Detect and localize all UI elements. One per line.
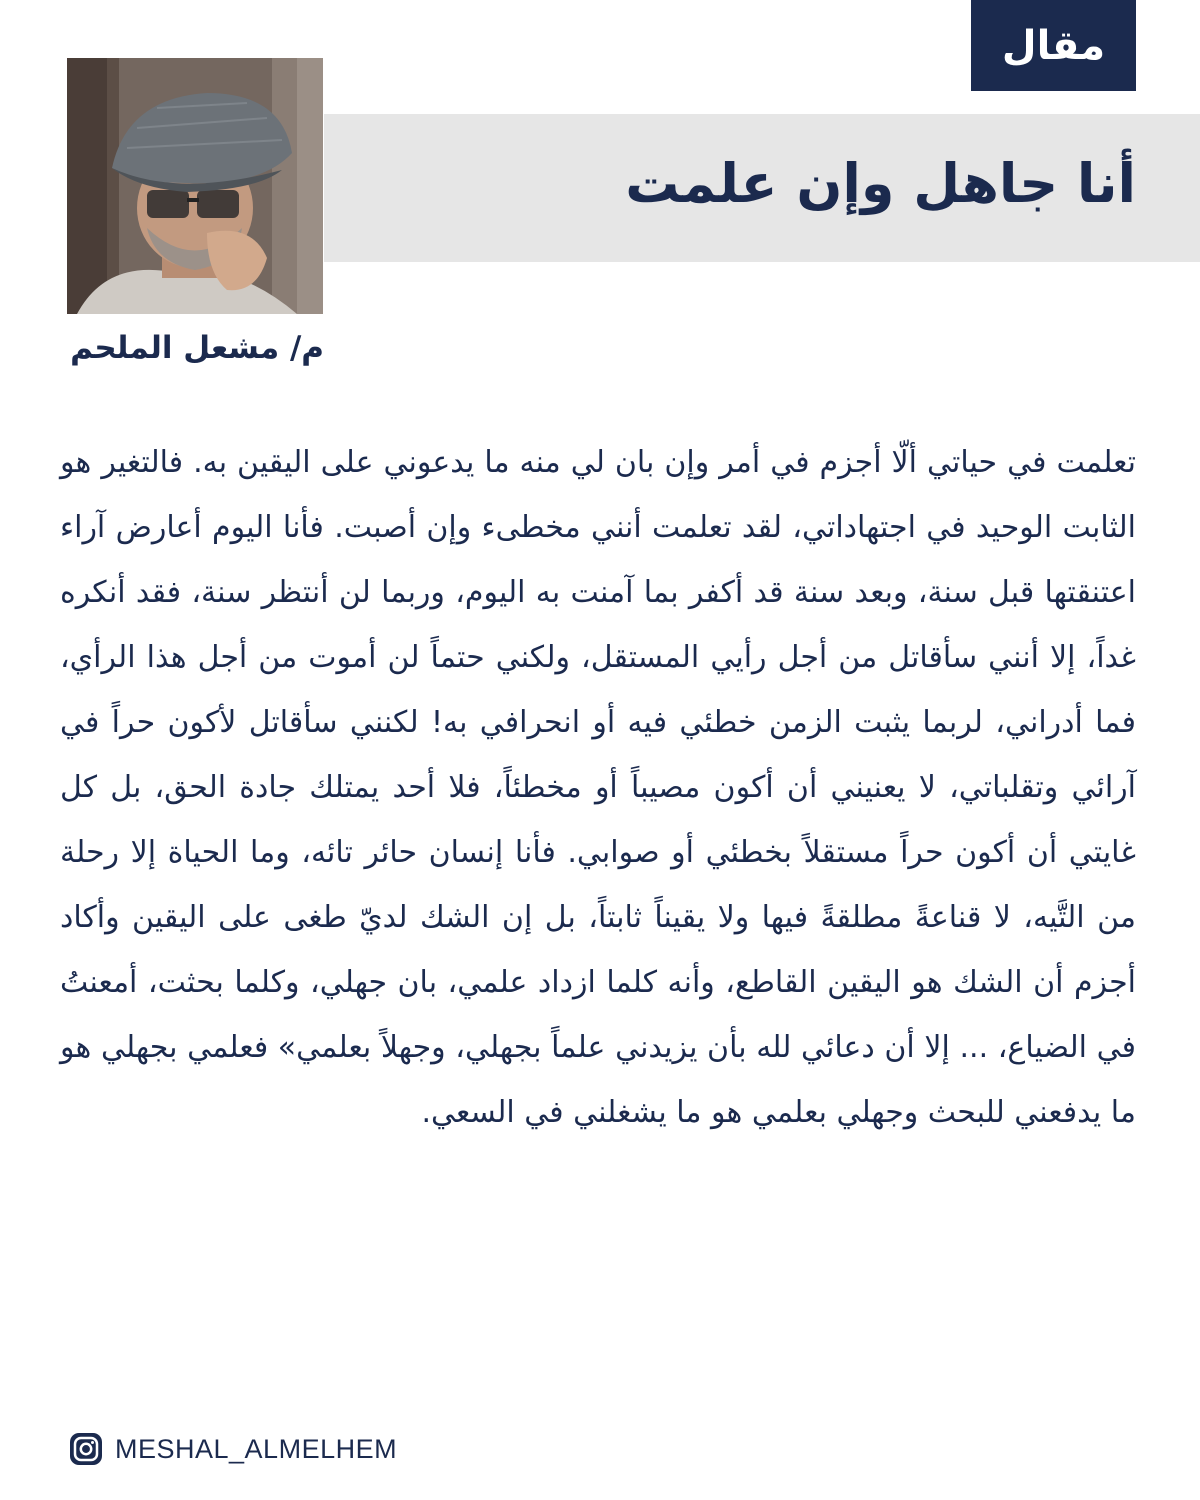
instagram-icon <box>67 1430 105 1468</box>
author-photo <box>67 58 323 314</box>
author-name: م/ مشعل الملحم <box>70 330 324 366</box>
article-title: أنا جاهل وإن علمت <box>625 152 1136 215</box>
social-handle[interactable] <box>67 1430 397 1468</box>
social-handle-text: MESHAL_ALMELHEM <box>115 1433 398 1464</box>
article-badge-label: مقال <box>1001 22 1106 69</box>
article-body: تعلمت في حياتي ألّا أجزم في أمر وإن بان لي منه ما يدعوني على اليقين به. فالتغير هو الثابت الوحيد في اجتهاداتي، لقد تعلمت أنني مخطىء وإن أصبت. فأنا اليوم أعارض آراء اعتنقتها قبل سنة، وبعد سنة قد أكفر بما آمنت به اليوم، وربما لن أنتظر سنة، فقد أنكره غداً، إلا أنني سأقاتل من أجل رأيي المستقل، ولكني حتماً لن أموت من أجل هذا الرأي، فما أدراني، لربما يثبت الزمن خطئي فيه أو انحرافي به! لكنني سأقاتل لأكون حراً في آرائي وتقلباتي، لا يعنيني أن أكون مصيباً أو مخطئاً، فلا أحد يمتلك جادة الحق، بل كل غايتي أن أكون حراً مستقلاً بخطئي أو صوابي. فأنا إنسان حائر تائه، وما الحياة إلا رحلة من التَّيه، لا قناعةً مطلقةً فيها ولا يقيناً ثابتاً، بل إن الشك لديّ طغى على اليقين وأكاد أجزم أن الشك هو اليقين القاطع، وأنه كلما ازداد علمي، بان جهلي، وكلما بحثت، أمعنتُ في الضياع، ... إلا أن دعائي لله بأن يزيدني علماً بجهلي، وجهلاً بعلمي» فعلمي بجهلي هو ما يدفعني للبحث وجهلي بعلمي هو ما يشغلني في السعي. <box>60 445 1136 1130</box>
article-badge <box>971 0 1136 91</box>
